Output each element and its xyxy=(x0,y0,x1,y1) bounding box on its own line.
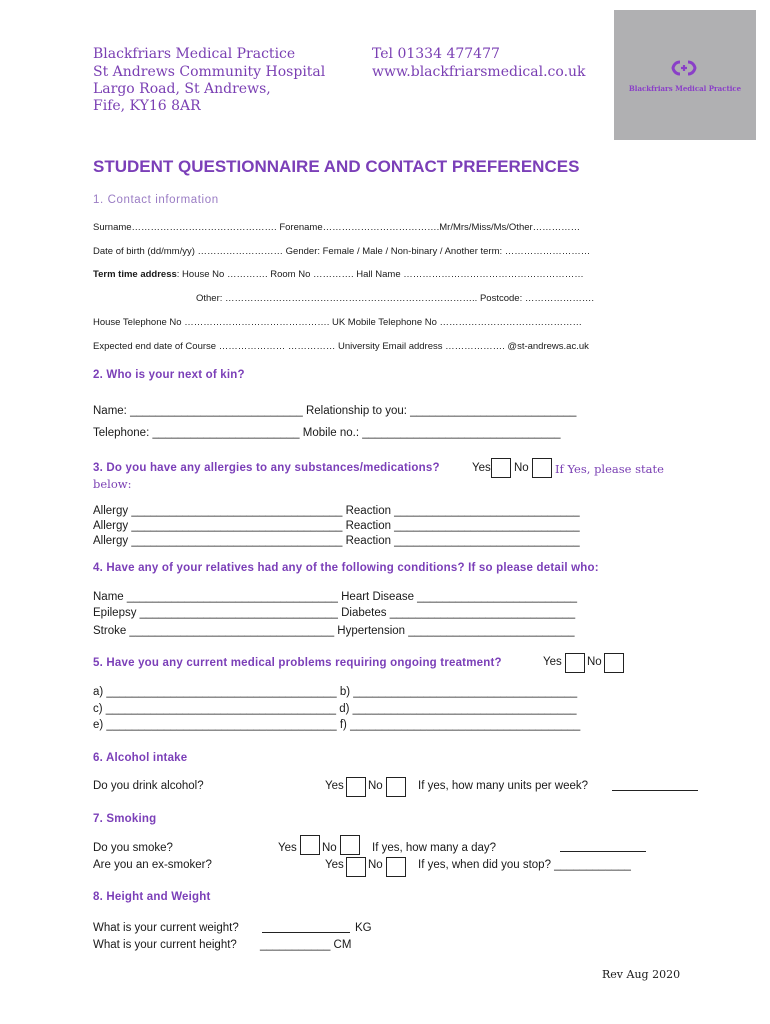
problem-row-1[interactable]: a) ____________________________________ b) ___________________________________ xyxy=(93,686,578,698)
ex-smoker-yes-label: Yes xyxy=(325,859,344,871)
problems-no-checkbox[interactable] xyxy=(604,653,624,673)
ex-smoker-no-checkbox[interactable] xyxy=(386,857,406,877)
allergy-note-cont: below: xyxy=(93,477,132,491)
smoke-yes-checkbox[interactable] xyxy=(300,835,320,855)
allergy-row-3[interactable]: Allergy _________________________________ Reaction _____________________________ xyxy=(93,535,580,547)
section-6-heading: 6. Alcohol intake xyxy=(93,752,188,764)
allergy-yes-checkbox[interactable] xyxy=(491,458,511,478)
term-address-row[interactable] xyxy=(93,269,584,280)
address-line-3: Fife, KY16 8AR xyxy=(93,98,201,114)
other-postcode-row[interactable]: Other: …………………………………………………………………….. Postcode: …………………. xyxy=(196,293,594,304)
relative-condition-row-3[interactable]: Stroke ________________________________ Hypertension __________________________ xyxy=(93,625,575,637)
section-8-heading: 8. Height and Weight xyxy=(93,891,211,903)
revision-footer: Rev Aug 2020 xyxy=(602,968,681,981)
section-7-heading: 7. Smoking xyxy=(93,813,157,825)
allergy-yes-label: Yes xyxy=(472,462,491,474)
stopped-smoking-field[interactable]: If yes, when did you stop? ____________ xyxy=(418,859,631,871)
term-address-fields: : House No …………. Room No …………. Hall Name ………………………………………………… xyxy=(176,269,584,280)
smoke-no-label: No xyxy=(322,842,337,854)
smoke-question: Do you smoke? xyxy=(93,842,173,854)
ex-smoker-yes-checkbox[interactable] xyxy=(346,857,366,877)
alcohol-question: Do you drink alcohol? xyxy=(93,780,204,792)
course-email-row[interactable]: Expected end date of Course ………………… …………… University Email address ………………. @st-andrews.ac.uk xyxy=(93,341,589,352)
surname-forename-row[interactable]: Surname………………………………………. Forename……………………………….Mr/Mrs/Miss/Ms/Other…………… xyxy=(93,222,581,233)
alcohol-no-label: No xyxy=(368,780,383,792)
practice-name: Blackfriars Medical Practice xyxy=(93,46,296,62)
smoke-per-day-field[interactable] xyxy=(560,851,646,852)
allergy-row-1[interactable]: Allergy _________________________________ Reaction _____________________________ xyxy=(93,505,580,517)
section-1-heading: 1. Contact information xyxy=(93,194,219,206)
practice-logo xyxy=(614,10,756,140)
alcohol-yes-checkbox[interactable] xyxy=(346,777,366,797)
telephone: Tel 01334 477477 xyxy=(372,46,500,62)
weight-field[interactable] xyxy=(262,932,350,933)
address-line-2: Largo Road, St Andrews, xyxy=(93,81,271,97)
alcohol-yes-label: Yes xyxy=(325,780,344,792)
ex-smoker-question: Are you an ex-smoker? xyxy=(93,859,212,871)
dob-gender-row[interactable]: Date of birth (dd/mm/yy) ……………………… Gender: Female / Male / Non-binary / Another term: ……………………… xyxy=(93,246,591,257)
problems-no-label: No xyxy=(587,656,602,668)
website-link[interactable]: www.blackfriarsmedical.co.uk xyxy=(372,64,586,80)
section-4-heading: 4. Have any of your relatives had any of the following conditions? If so please detail who: xyxy=(93,562,599,574)
page-title: STUDENT QUESTIONNAIRE AND CONTACT PREFERENCES xyxy=(93,157,580,176)
alcohol-units-field[interactable] xyxy=(612,790,698,791)
smoke-per-day-label: If yes, how many a day? xyxy=(372,842,497,854)
alcohol-units-label: If yes, how many units per week? xyxy=(418,780,589,792)
smoke-no-checkbox[interactable] xyxy=(340,835,360,855)
section-2-heading: 2. Who is your next of kin? xyxy=(93,369,245,381)
problem-row-2[interactable]: c) ____________________________________ d) ___________________________________ xyxy=(93,703,577,715)
allergy-no-checkbox[interactable] xyxy=(532,458,552,478)
section-5-heading: 5. Have you any current medical problems requiring ongoing treatment? xyxy=(93,657,502,669)
weight-question: What is your current weight? xyxy=(93,922,239,934)
height-field[interactable]: ___________ CM xyxy=(260,939,352,951)
problems-yes-label: Yes xyxy=(543,656,562,668)
allergy-note: If Yes, please state xyxy=(555,462,664,476)
alcohol-no-checkbox[interactable] xyxy=(386,777,406,797)
problems-yes-checkbox[interactable] xyxy=(565,653,585,673)
kin-telephone-row[interactable]: Telephone: _______________________ Mobile no.: _______________________________ xyxy=(93,427,561,439)
ex-smoker-no-label: No xyxy=(368,859,383,871)
problem-row-3[interactable]: e) ____________________________________ f) ____________________________________ xyxy=(93,719,581,731)
smoke-yes-label: Yes xyxy=(278,842,297,854)
term-address-label: Term time address xyxy=(93,269,177,280)
relative-condition-row-1[interactable]: Name _________________________________ Heart Disease _________________________ xyxy=(93,591,578,603)
weight-unit: KG xyxy=(355,922,372,934)
section-3-heading: 3. Do you have any allergies to any substances/medications? xyxy=(93,462,440,474)
allergy-row-2[interactable]: Allergy _________________________________ Reaction _____________________________ xyxy=(93,520,580,532)
relative-condition-row-2[interactable]: Epilepsy _______________________________ Diabetes _____________________________ xyxy=(93,607,576,619)
logo-icon xyxy=(671,60,697,76)
kin-name-row[interactable]: Name: ___________________________ Relationship to you: __________________________ xyxy=(93,405,577,417)
allergy-no-label: No xyxy=(514,462,529,474)
address-line-1: St Andrews Community Hospital xyxy=(93,64,326,80)
logo-text: Blackfriars Medical Practice xyxy=(628,84,742,93)
telephone-row[interactable]: House Telephone No ………………………………………. UK Mobile Telephone No ……………………………………… xyxy=(93,317,583,328)
height-question: What is your current height? xyxy=(93,939,237,951)
